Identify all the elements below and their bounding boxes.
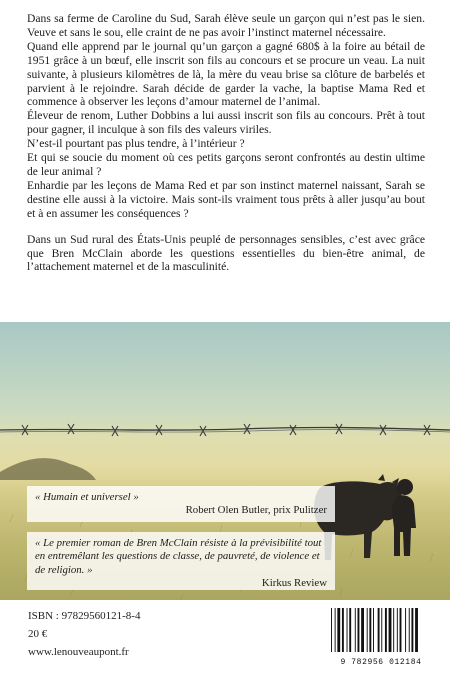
synopsis-paragraph: Dans un Sud rural des États-Unis peuplé de personnages sensibles, c’est avec grâce que Bren McClain aborde les questions essentielles du bien-être animal, de l’attachement maternel et de la masculinité. bbox=[27, 232, 425, 274]
review-quote-text: « Le premier roman de Bren McClain résiste à la prévisibilité tout en entremêlant les questions de classe, de pauvreté, de violence et de religion. » bbox=[35, 537, 322, 576]
synopsis-paragraph: Et qui se soucie du moment où ces petits garçons seront confrontés au destin ultime de leur animal ? bbox=[27, 151, 425, 178]
barcode-bars bbox=[325, 606, 435, 656]
barcode-bar bbox=[361, 608, 364, 652]
barcode-bar bbox=[409, 608, 410, 652]
barcode-bar bbox=[369, 608, 371, 652]
barcode-bar bbox=[393, 608, 394, 652]
synopsis-paragraph: Éleveur de renom, Luther Dobbins a lui aussi inscrit son fils au concours. Prêt à tout pour gagner, il inculque à son fils des valeurs viriles. bbox=[27, 109, 425, 137]
isbn-text: ISBN : 97829560121-8-4 bbox=[28, 610, 141, 622]
price-text: 20 € bbox=[28, 628, 48, 640]
barcode-bar bbox=[411, 608, 413, 652]
barcode-bar bbox=[373, 608, 374, 652]
barcode-digits: 9 782956 012184 bbox=[340, 658, 422, 667]
barcode-bar bbox=[381, 608, 382, 652]
barcode-bar bbox=[397, 608, 398, 652]
barcode bbox=[325, 606, 435, 668]
synopsis-paragraph: Quand elle apprend par le journal qu’un garçon a gagné 680$ à la foire au bétail de 1951 grâce à un bœuf, elle inscrit son fils au concours et se procure un veau. La nuit suivante, à plusieurs kilomètres de là, la mère du veau brise sa clôture de barbelés et parvient à le rejoindre. Sarah décide de garder la vache, la baptise Mama Red et commence à observer les leçons d’amour maternel de l’animal. bbox=[27, 39, 425, 109]
barcode-bar bbox=[378, 608, 380, 652]
barcode-bar bbox=[389, 608, 392, 652]
synopsis-paragraph: Enhardie par les leçons de Mama Red et par son instinct maternel naissant, Sarah se destine elle aussi à la victoire. Mais sont-ils vraiment tous prêts à aller jusqu’au bout et à en assumer les conséquences ? bbox=[27, 178, 425, 220]
website-link[interactable]: www.lenouveaupont.fr bbox=[28, 646, 129, 658]
barcode-bar bbox=[335, 608, 336, 652]
barcode-bar bbox=[337, 608, 340, 652]
barcode-bar bbox=[342, 608, 344, 652]
barcode-bar bbox=[331, 608, 332, 652]
barcode-bar bbox=[347, 608, 348, 652]
barcode-bar bbox=[405, 608, 406, 652]
barcode-bar bbox=[385, 608, 387, 652]
synopsis-paragraph: N’est-il pourtant pas plus tendre, à l’intérieur ? bbox=[27, 137, 245, 151]
barcode-bar bbox=[358, 608, 360, 652]
review-quote-text: « Humain et universel » bbox=[35, 491, 139, 503]
barcode-bar bbox=[415, 608, 418, 652]
barcode-bar bbox=[400, 608, 402, 652]
review-quote-source: Robert Olen Butler, prix Pulitzer bbox=[185, 504, 327, 517]
synopsis-text bbox=[27, 12, 425, 274]
review-quote-box bbox=[27, 532, 335, 590]
review-quote-box bbox=[27, 486, 335, 522]
synopsis-paragraph: Dans sa ferme de Caroline du Sud, Sarah élève seule un garçon qui n’est pas le sien. Veuve et sans le sou, elle craint de ne pas avoir l’instinct maternel nécessaire. bbox=[27, 12, 425, 39]
barcode-bar bbox=[355, 608, 356, 652]
barcode-bar bbox=[349, 608, 351, 652]
barcode-bar bbox=[367, 608, 368, 652]
review-quote-source: Kirkus Review bbox=[261, 577, 327, 590]
